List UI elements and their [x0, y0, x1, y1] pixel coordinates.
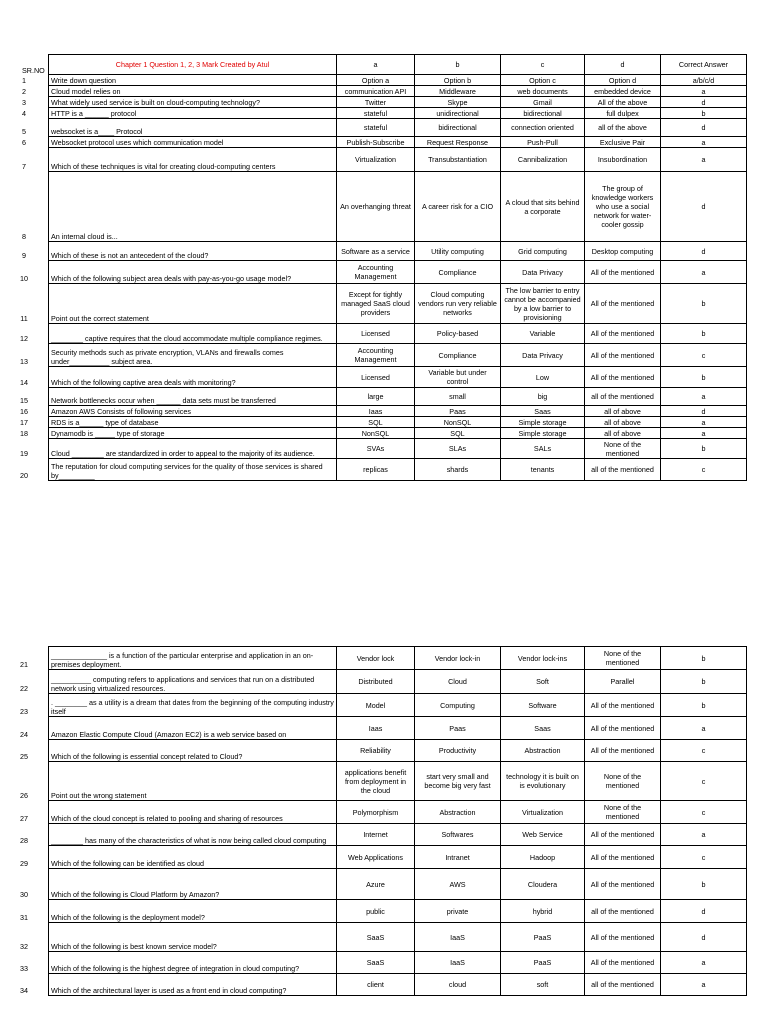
table-row — [49, 900, 747, 923]
question-cell: HTTP is a ______ protocol — [49, 108, 337, 119]
question-cell: Which of the following captive area deals with monitoring? — [49, 367, 337, 388]
question-table-1 — [48, 54, 747, 481]
option-d-cell: All of the above — [585, 97, 661, 108]
table-row — [49, 388, 747, 406]
correct-answer-cell: d — [661, 923, 747, 952]
correct-answer-cell: b — [661, 694, 747, 717]
correct-answer-cell: b — [661, 108, 747, 119]
sheet-title: Chapter 1 Question 1, 2, 3 Mark Created by Atul — [49, 55, 337, 75]
correct-answer-cell: c — [661, 344, 747, 367]
option-c-cell: Hadoop — [501, 846, 585, 869]
option-d-cell: all of the mentioned — [585, 900, 661, 923]
table-row — [49, 242, 747, 261]
option-c-cell: big — [501, 388, 585, 406]
correct-answer-cell: a — [661, 417, 747, 428]
option-b-cell: A career risk for a CIO — [415, 172, 501, 242]
option-a-cell: communication API — [337, 86, 415, 97]
option-b-cell: Cloud — [415, 670, 501, 694]
option-a-cell: Licensed — [337, 324, 415, 344]
question-cell: __________ computing refers to applications and services that run on a distributed network using virtualized resources. — [49, 670, 337, 694]
option-c-cell: Virtualization — [501, 801, 585, 824]
option-c-cell: Cannibalization — [501, 148, 585, 172]
question-cell: RDS is a______ type of database — [49, 417, 337, 428]
option-b-cell: Intranet — [415, 846, 501, 869]
option-b-cell: bidirectional — [415, 119, 501, 137]
option-a-cell: Publish-Subscribe — [337, 137, 415, 148]
option-d-cell: All of the mentioned — [585, 344, 661, 367]
correct-answer-cell: b — [661, 647, 747, 670]
option-d-cell: all of above — [585, 417, 661, 428]
option-c-cell: bidirectional — [501, 108, 585, 119]
option-d-cell: The group of knowledge workers who use a social network for water-cooler gossip — [585, 172, 661, 242]
row-number: 16 — [20, 407, 28, 416]
option-a-cell: Licensed — [337, 367, 415, 388]
table-row — [49, 367, 747, 388]
row-number: 34 — [20, 986, 28, 995]
correct-answer-cell: d — [661, 242, 747, 261]
correct-answer-cell: a — [661, 824, 747, 846]
option-a-cell: Web Applications — [337, 846, 415, 869]
option-b-cell: Productivity — [415, 740, 501, 762]
header-col-a: a — [337, 55, 415, 75]
question-cell: Which of the following is best known service model? — [49, 923, 337, 952]
option-b-cell: IaaS — [415, 952, 501, 974]
option-b-cell: SLAs — [415, 439, 501, 459]
table-row — [49, 740, 747, 762]
question-cell: Which of the cloud concept is related to pooling and sharing of resources — [49, 801, 337, 824]
correct-answer-cell: a — [661, 952, 747, 974]
question-cell: Which of the following is the deployment model? — [49, 900, 337, 923]
correct-answer-cell: b — [661, 439, 747, 459]
question-cell: Which of the following subject area deals with pay-as-you-go usage model? — [49, 261, 337, 284]
row-number: 29 — [20, 859, 28, 868]
option-c-cell: Push-Pull — [501, 137, 585, 148]
option-c-cell: soft — [501, 974, 585, 996]
question-cell: Point out the wrong statement — [49, 762, 337, 801]
row-number: 20 — [20, 471, 28, 480]
table-row — [49, 670, 747, 694]
option-a-cell: Azure — [337, 869, 415, 900]
question-cell: Which of these is not an antecedent of the cloud? — [49, 242, 337, 261]
option-a-cell: Reliability — [337, 740, 415, 762]
option-a-cell: Option a — [337, 75, 415, 86]
correct-answer-cell: b — [661, 869, 747, 900]
option-d-cell: None of the mentioned — [585, 439, 661, 459]
option-a-cell: Software as a service — [337, 242, 415, 261]
srno-header: SR.NO — [22, 66, 45, 75]
option-d-cell: All of the mentioned — [585, 717, 661, 740]
option-a-cell: Model — [337, 694, 415, 717]
table-row — [49, 801, 747, 824]
question-cell: Dynamodb is _____ type of storage — [49, 428, 337, 439]
table-row — [49, 108, 747, 119]
question-cell: Amazon AWS Consists of following services — [49, 406, 337, 417]
question-cell: Cloud ________ are standardized in order to appeal to the majority of its audience. — [49, 439, 337, 459]
option-c-cell: Data Privacy — [501, 344, 585, 367]
row-number: 23 — [20, 707, 28, 716]
option-c-cell: Cloudera — [501, 869, 585, 900]
question-cell: Amazon Elastic Compute Cloud (Amazon EC2) is a web service based on — [49, 717, 337, 740]
table-row — [49, 974, 747, 996]
option-a-cell: public — [337, 900, 415, 923]
option-c-cell: Saas — [501, 406, 585, 417]
option-c-cell: Soft — [501, 670, 585, 694]
row-number: 11 — [20, 314, 28, 323]
option-c-cell: Gmail — [501, 97, 585, 108]
option-b-cell: Policy-based — [415, 324, 501, 344]
row-number: 18 — [20, 429, 28, 438]
question-table-2 — [48, 646, 747, 996]
table-row — [49, 119, 747, 137]
option-a-cell: Distributed — [337, 670, 415, 694]
row-number: 27 — [20, 814, 28, 823]
question-cell: Security methods such as private encryption, VLANs and firewalls comes under__________ subject area. — [49, 344, 337, 367]
correct-answer-cell: d — [661, 900, 747, 923]
row-number: 17 — [20, 418, 28, 427]
option-c-cell: Option c — [501, 75, 585, 86]
option-d-cell: All of the mentioned — [585, 367, 661, 388]
row-number: 7 — [22, 162, 26, 171]
option-d-cell: Insubordination — [585, 148, 661, 172]
option-c-cell: web documents — [501, 86, 585, 97]
option-a-cell: Polymorphism — [337, 801, 415, 824]
option-d-cell: all of the mentioned — [585, 974, 661, 996]
option-d-cell: All of the mentioned — [585, 694, 661, 717]
header-col-c: c — [501, 55, 585, 75]
correct-answer-cell: d — [661, 406, 747, 417]
correct-answer-cell: a — [661, 388, 747, 406]
table-row — [49, 75, 747, 86]
correct-answer-cell: c — [661, 846, 747, 869]
option-a-cell: replicas — [337, 459, 415, 481]
option-a-cell: SQL — [337, 417, 415, 428]
row-number: 32 — [20, 942, 28, 951]
question-cell: Which of the following can be identified as cloud — [49, 846, 337, 869]
header-row — [49, 55, 747, 75]
row-number: 28 — [20, 836, 28, 845]
table-row — [49, 459, 747, 481]
option-a-cell: stateful — [337, 108, 415, 119]
table-row — [49, 261, 747, 284]
option-b-cell: Abstraction — [415, 801, 501, 824]
option-d-cell: Exclusive Pair — [585, 137, 661, 148]
option-d-cell: All of the mentioned — [585, 284, 661, 324]
row-number: 30 — [20, 890, 28, 899]
table-row — [49, 148, 747, 172]
option-b-cell: small — [415, 388, 501, 406]
option-b-cell: start very small and become big very fast — [415, 762, 501, 801]
correct-answer-cell: c — [661, 801, 747, 824]
option-c-cell: Simple storage — [501, 417, 585, 428]
option-a-cell: An overhanging threat — [337, 172, 415, 242]
option-d-cell: full dulpex — [585, 108, 661, 119]
option-b-cell: IaaS — [415, 923, 501, 952]
row-number: 26 — [20, 791, 28, 800]
table-row — [49, 428, 747, 439]
table-row — [49, 344, 747, 367]
option-a-cell: stateful — [337, 119, 415, 137]
question-cell: The reputation for cloud computing services for the quality of those services is shared by_________ — [49, 459, 337, 481]
row-number: 2 — [22, 87, 26, 96]
correct-answer-cell: a — [661, 137, 747, 148]
row-number: 13 — [20, 357, 28, 366]
option-b-cell: Utility computing — [415, 242, 501, 261]
question-cell: Write down question — [49, 75, 337, 86]
option-a-cell: Except for tightly managed SaaS cloud providers — [337, 284, 415, 324]
option-a-cell: SaaS — [337, 952, 415, 974]
correct-answer-cell: b — [661, 670, 747, 694]
header-col-d: d — [585, 55, 661, 75]
question-cell: ________ has many of the characteristics of what is now being called cloud computing — [49, 824, 337, 846]
table-row — [49, 417, 747, 428]
option-d-cell: All of the mentioned — [585, 261, 661, 284]
option-c-cell: SALs — [501, 439, 585, 459]
option-d-cell: All of the mentioned — [585, 869, 661, 900]
option-d-cell: All of the mentioned — [585, 846, 661, 869]
option-d-cell: all of the above — [585, 119, 661, 137]
correct-answer-cell: a — [661, 717, 747, 740]
option-a-cell: large — [337, 388, 415, 406]
table-row — [49, 717, 747, 740]
option-b-cell: SQL — [415, 428, 501, 439]
row-number: 19 — [20, 449, 28, 458]
correct-answer-cell: c — [661, 762, 747, 801]
table-row — [49, 694, 747, 717]
row-number: 25 — [20, 752, 28, 761]
row-number: 12 — [20, 334, 28, 343]
correct-answer-cell: a — [661, 428, 747, 439]
option-c-cell: PaaS — [501, 952, 585, 974]
question-cell: websocket is a____ Protocol — [49, 119, 337, 137]
option-b-cell: Transubstantiation — [415, 148, 501, 172]
correct-answer-cell: a — [661, 148, 747, 172]
option-d-cell: None of the mentioned — [585, 647, 661, 670]
option-a-cell: SVAs — [337, 439, 415, 459]
question-cell: . ________ as a utility is a dream that dates from the beginning of the computing industry itself — [49, 694, 337, 717]
option-a-cell: Virtualization — [337, 148, 415, 172]
option-d-cell: all of above — [585, 428, 661, 439]
correct-answer-cell: d — [661, 97, 747, 108]
option-d-cell: all of the mentioned — [585, 459, 661, 481]
question-cell: ______________ is a function of the particular enterprise and application in an on-premises deployment. — [49, 647, 337, 670]
row-number: 8 — [22, 232, 26, 241]
question-cell: Which of the following is Cloud Platform by Amazon? — [49, 869, 337, 900]
row-number: 24 — [20, 730, 28, 739]
option-d-cell: None of the mentioned — [585, 801, 661, 824]
row-number: 33 — [20, 964, 28, 973]
option-c-cell: connection oriented — [501, 119, 585, 137]
correct-answer-cell: b — [661, 284, 747, 324]
option-d-cell: Option d — [585, 75, 661, 86]
option-a-cell: SaaS — [337, 923, 415, 952]
correct-answer-cell: a/b/c/d — [661, 75, 747, 86]
option-b-cell: Computing — [415, 694, 501, 717]
option-c-cell: Vendor lock-ins — [501, 647, 585, 670]
option-d-cell: All of the mentioned — [585, 824, 661, 846]
option-d-cell: All of the mentioned — [585, 923, 661, 952]
option-a-cell: Internet — [337, 824, 415, 846]
correct-answer-cell: b — [661, 324, 747, 344]
option-c-cell: Low — [501, 367, 585, 388]
question-cell: Which of these techniques is vital for creating cloud-computing centers — [49, 148, 337, 172]
option-b-cell: Vendor lock-in — [415, 647, 501, 670]
option-c-cell: technology it is built on is evolutionary — [501, 762, 585, 801]
row-number: 10 — [20, 274, 28, 283]
table-row — [49, 952, 747, 974]
option-a-cell: Accounting Management — [337, 261, 415, 284]
question-cell: Which of the following is the highest degree of integration in cloud computing? — [49, 952, 337, 974]
option-c-cell: Web Service — [501, 824, 585, 846]
option-d-cell: All of the mentioned — [585, 740, 661, 762]
header-correct-answer: Correct Answer — [661, 55, 747, 75]
question-cell: What widely used service is built on cloud-computing technology? — [49, 97, 337, 108]
table-row — [49, 824, 747, 846]
option-a-cell: Iaas — [337, 406, 415, 417]
row-number: 1 — [22, 76, 26, 85]
table-row — [49, 86, 747, 97]
table-row — [49, 846, 747, 869]
table-row — [49, 762, 747, 801]
row-number: 3 — [22, 98, 26, 107]
row-number: 14 — [20, 378, 28, 387]
table-row — [49, 439, 747, 459]
correct-answer-cell: d — [661, 119, 747, 137]
correct-answer-cell: d — [661, 172, 747, 242]
option-c-cell: A cloud that sits behind a corporate — [501, 172, 585, 242]
row-number: 22 — [20, 684, 28, 693]
question-cell: An internal cloud is... — [49, 172, 337, 242]
option-c-cell: Simple storage — [501, 428, 585, 439]
option-a-cell: client — [337, 974, 415, 996]
correct-answer-cell: c — [661, 740, 747, 762]
question-cell: Point out the correct statement — [49, 284, 337, 324]
option-d-cell: Desktop computing — [585, 242, 661, 261]
row-number: 5 — [22, 127, 26, 136]
option-b-cell: NonSQL — [415, 417, 501, 428]
question-cell: ________ captive requires that the cloud accommodate multiple compliance regimes. — [49, 324, 337, 344]
option-a-cell: NonSQL — [337, 428, 415, 439]
row-number: 21 — [20, 660, 28, 669]
option-b-cell: AWS — [415, 869, 501, 900]
row-number: 31 — [20, 913, 28, 922]
option-b-cell: Compliance — [415, 261, 501, 284]
table-row — [49, 406, 747, 417]
option-b-cell: Softwares — [415, 824, 501, 846]
table-row — [49, 97, 747, 108]
row-number: 6 — [22, 138, 26, 147]
option-b-cell: Middleware — [415, 86, 501, 97]
option-b-cell: Paas — [415, 717, 501, 740]
table-row — [49, 923, 747, 952]
option-c-cell: hybrid — [501, 900, 585, 923]
table-row — [49, 172, 747, 242]
table-row — [49, 647, 747, 670]
correct-answer-cell: b — [661, 367, 747, 388]
option-c-cell: PaaS — [501, 923, 585, 952]
header-col-b: b — [415, 55, 501, 75]
correct-answer-cell: a — [661, 86, 747, 97]
question-cell: Which of the architectural layer is used as a front end in cloud computing? — [49, 974, 337, 996]
correct-answer-cell: a — [661, 261, 747, 284]
question-cell: Cloud model relies on — [49, 86, 337, 97]
table-row — [49, 324, 747, 344]
question-cell: Websocket protocol uses which communication model — [49, 137, 337, 148]
row-number: 15 — [20, 396, 28, 405]
option-b-cell: unidirectional — [415, 108, 501, 119]
row-number: 4 — [22, 109, 26, 118]
option-a-cell: Twitter — [337, 97, 415, 108]
option-d-cell: Parallel — [585, 670, 661, 694]
option-c-cell: Abstraction — [501, 740, 585, 762]
option-c-cell: tenants — [501, 459, 585, 481]
option-b-cell: cloud — [415, 974, 501, 996]
option-b-cell: shards — [415, 459, 501, 481]
correct-answer-cell: a — [661, 974, 747, 996]
row-number: 9 — [22, 251, 26, 260]
option-a-cell: Accounting Management — [337, 344, 415, 367]
option-b-cell: Cloud computing vendors run very reliable networks — [415, 284, 501, 324]
option-b-cell: Variable but under control — [415, 367, 501, 388]
option-d-cell: embedded device — [585, 86, 661, 97]
option-a-cell: Vendor lock — [337, 647, 415, 670]
option-a-cell: Iaas — [337, 717, 415, 740]
option-d-cell: all of above — [585, 406, 661, 417]
option-b-cell: Paas — [415, 406, 501, 417]
option-c-cell: Variable — [501, 324, 585, 344]
option-d-cell: None of the mentioned — [585, 762, 661, 801]
option-b-cell: private — [415, 900, 501, 923]
question-cell: Network bottlenecks occur when ______ data sets must be transferred — [49, 388, 337, 406]
option-d-cell: All of the mentioned — [585, 952, 661, 974]
option-c-cell: The low barrier to entry cannot be accompanied by a low barrier to provisioning — [501, 284, 585, 324]
option-d-cell: all of the mentioned — [585, 388, 661, 406]
option-c-cell: Software — [501, 694, 585, 717]
option-a-cell: applications benefit from deployment in the cloud — [337, 762, 415, 801]
option-d-cell: All of the mentioned — [585, 324, 661, 344]
option-c-cell: Saas — [501, 717, 585, 740]
option-c-cell: Data Privacy — [501, 261, 585, 284]
question-cell: Which of the following is essential concept related to Cloud? — [49, 740, 337, 762]
table-row — [49, 869, 747, 900]
option-c-cell: Grid computing — [501, 242, 585, 261]
table-row — [49, 284, 747, 324]
option-b-cell: Skype — [415, 97, 501, 108]
option-b-cell: Option b — [415, 75, 501, 86]
option-b-cell: Compliance — [415, 344, 501, 367]
correct-answer-cell: c — [661, 459, 747, 481]
option-b-cell: Request Response — [415, 137, 501, 148]
table-row — [49, 137, 747, 148]
